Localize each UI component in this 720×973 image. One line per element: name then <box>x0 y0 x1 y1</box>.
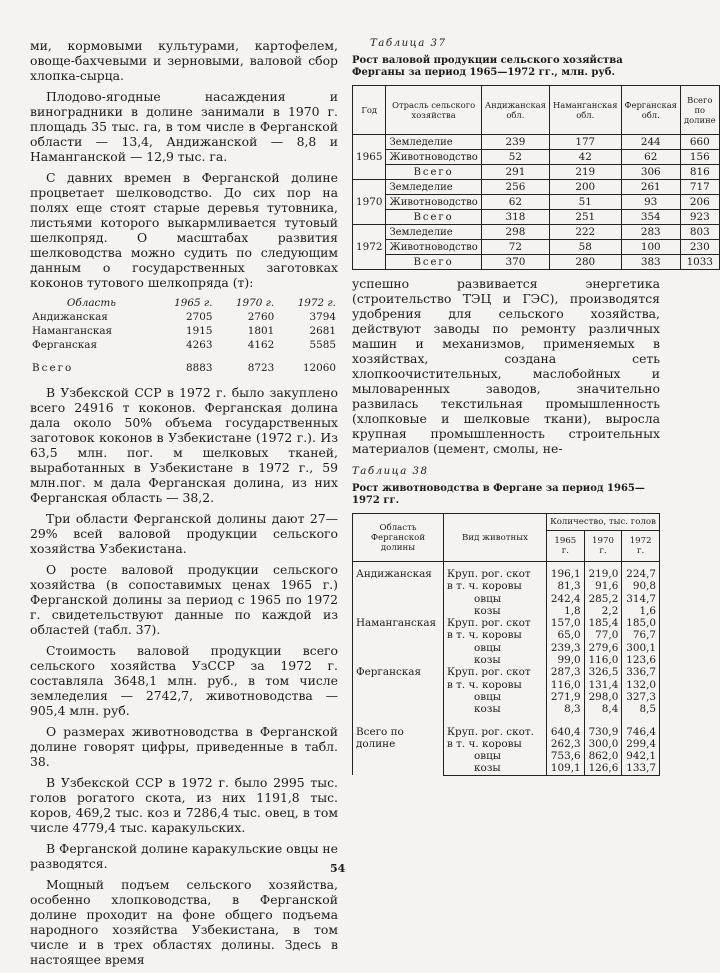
table-cell: 219,0 <box>584 562 622 581</box>
table-header: Наманганская обл. <box>549 86 621 135</box>
table-row <box>353 180 720 195</box>
paragraph: С давних времен в Ферганской долине процветает шелководство. До сих пор на полях еще стоят старые деревья тутовника, листьями которого выкармливается тутовый шелкопряд. О масштабах развития шелководства можно судить по следующим данным о государственных заготовках коконов тутового шелкопряда (т): <box>30 170 338 290</box>
paragraph: В Узбекской ССР в 1972 г. было 2995 тыс. голов рогатого скота, из них 1191,8 тыс. коров, 469,2 тыс. коз и 7286,4 тыс. овец, в том числе 4779,4 тыс. каракульских. <box>30 775 338 835</box>
table-cell: 279,6 <box>584 642 622 654</box>
table-cell: 100 <box>621 240 680 255</box>
paragraph: О размерах животноводства в Ферганской долине говорят цифры, приведенные в табл. 38. <box>30 724 338 769</box>
table-cell: в т. ч. коровы <box>444 580 547 592</box>
table-cell: 354 <box>621 210 680 225</box>
table-cell: 923 <box>680 210 719 225</box>
table-cell: 1801 <box>247 325 275 337</box>
table-cell: 99,0 <box>547 654 585 666</box>
table-cell: 116,0 <box>584 654 622 666</box>
table-cell: 327,3 <box>622 691 660 703</box>
table-cell: Земледелие <box>386 135 481 150</box>
table-cell: 262,3 <box>547 738 585 750</box>
table-cell: 660 <box>680 135 719 150</box>
table-header: Андижанская обл. <box>481 86 549 135</box>
table-cell: 91,6 <box>584 580 622 592</box>
table-caption: Таблица 37 <box>370 38 447 49</box>
table-cell: в т. ч. коровы <box>444 738 547 750</box>
table-cell: 76,7 <box>622 629 660 641</box>
table-cell: 300,0 <box>584 738 622 750</box>
table-cell: 90,8 <box>622 580 660 592</box>
paragraph: ми, кормовыми культурами, картофелем, овоще-бахчевыми и зерновыми, валовой сбор хлопка-сырца. <box>30 38 338 83</box>
table-cell: 730,9 <box>584 716 622 738</box>
table-cell: 1965 <box>353 135 386 180</box>
table-cell: 8,4 <box>584 703 622 715</box>
table-cell: овцы <box>444 593 547 605</box>
table-cell: 52 <box>481 150 549 165</box>
table-cell: Всего по долине <box>353 716 444 776</box>
left-column <box>30 38 338 973</box>
table-cell: 8,3 <box>547 703 585 715</box>
table-cell: Круп. рог. скот <box>444 617 547 629</box>
table-cell: 93 <box>621 195 680 210</box>
table-cell: 300,1 <box>622 642 660 654</box>
table-cell: козы <box>444 605 547 617</box>
table-header: 1970 г. <box>235 297 275 309</box>
table-cell: 239,3 <box>547 642 585 654</box>
table-cell: 1033 <box>680 255 719 270</box>
table-header: Количество, тыс. голов <box>547 514 660 531</box>
table-cell: 314,7 <box>622 593 660 605</box>
table-cell: Андижанская <box>353 562 444 618</box>
table-row <box>353 210 720 225</box>
table-cell: 287,3 <box>547 666 585 678</box>
table-cell: 942,1 <box>622 750 660 762</box>
table-header: Ферганская обл. <box>621 86 680 135</box>
table-cell: 640,4 <box>547 716 585 738</box>
table-cell: Круп. рог. скот <box>444 666 547 678</box>
table-cell: 753,6 <box>547 750 585 762</box>
table-cell: 816 <box>680 165 719 180</box>
table-cell: 42 <box>549 150 621 165</box>
table-cell: Животноводство <box>386 195 481 210</box>
table-header: 1972 г. <box>622 531 660 562</box>
table-row <box>353 195 720 210</box>
table-header: Область Ферганской долины <box>353 514 444 562</box>
table-cell: 132,0 <box>622 679 660 691</box>
table-cell: 1,8 <box>547 605 585 617</box>
table-row <box>353 165 720 180</box>
table-cell: 3794 <box>309 311 336 323</box>
table-row <box>353 255 720 270</box>
table-cell: 156 <box>680 150 719 165</box>
paragraph: В Ферганской долине каракульские овцы не разводятся. <box>30 841 338 871</box>
table-header: Год <box>353 86 386 135</box>
table-cell: 244 <box>621 135 680 150</box>
table-title: Рост животноводства в Фергане за период 1965—1972 гг. <box>352 483 645 506</box>
table-cell: 283 <box>621 225 680 240</box>
paragraph: успешно развивается энергетика (строительство ТЭЦ и ГЭС), производятся удобрения для сельского хозяйства, действуют заводы по ремонту различных машин и механизмов, применяемых в хозяйствах, создана сеть хлопкоочистительных, маслобойных и мыловаренных заводов, значительно развилась текстильная промышленность (хлопковые и шелковые ткани), выросла крупная промышленность строительных материалов (цемент, смолы, не- <box>352 276 660 456</box>
table-row <box>30 338 338 352</box>
table-cell: 4162 <box>247 339 275 351</box>
table-cell: Наманганская <box>32 325 113 337</box>
table-cell: 8,5 <box>622 703 660 715</box>
table-cell: 5585 <box>309 339 336 351</box>
table-cell: 177 <box>549 135 621 150</box>
table-header: Отрасль сельского хозяйства <box>386 86 481 135</box>
table-cell: 196,1 <box>547 562 585 581</box>
table-cell: 58 <box>549 240 621 255</box>
table-row <box>30 352 338 375</box>
table-header: Вид животных <box>444 514 547 562</box>
table-cell: 51 <box>549 195 621 210</box>
table-row <box>353 562 660 581</box>
table-cell: 746,4 <box>622 716 660 738</box>
paragraph: В Узбекской ССР в 1972 г. было закуплено всего 24916 т коконов. Ферганская долина дала около 50% объема государственных заготовок коконов в Узбекистане (1972 г.). Из 63,5 млн. пог. м шелковых тканей, выработанных в Узбекистане в 1972 г., 59 млн.пог. м дала Ферганская долина, из них Ферганская область — 38,2. <box>30 385 338 505</box>
table-cell: козы <box>444 762 547 775</box>
table-cell: 242,4 <box>547 593 585 605</box>
table-cell: 370 <box>481 255 549 270</box>
right-column <box>352 38 716 776</box>
table-row <box>353 135 720 150</box>
table-cell: Животноводство <box>386 150 481 165</box>
table-cell: Всего <box>386 210 481 225</box>
table-cell: 185,0 <box>622 617 660 629</box>
table-cell: 261 <box>621 180 680 195</box>
table-cell: 62 <box>481 195 549 210</box>
table-cell: 239 <box>481 135 549 150</box>
table-cell: Земледелие <box>386 225 481 240</box>
table-cell: 271,9 <box>547 691 585 703</box>
table-header: 1965 г. <box>547 531 585 562</box>
table-cell: 383 <box>621 255 680 270</box>
table-cell: 862,0 <box>584 750 622 762</box>
table-caption: Таблица 38 <box>352 466 429 477</box>
page-number: 54 <box>330 862 346 875</box>
table-header: 1970 г. <box>584 531 622 562</box>
table-cell: 123,6 <box>622 654 660 666</box>
table-row <box>30 310 338 324</box>
table-cell: 717 <box>680 180 719 195</box>
table-cell: 81,3 <box>547 580 585 592</box>
table-cell: 318 <box>481 210 549 225</box>
table-cell: 2705 <box>186 311 213 323</box>
table-cell: 77,0 <box>584 629 622 641</box>
table-cell: 306 <box>621 165 680 180</box>
table-cell: Всего <box>32 362 74 374</box>
table-cell: 8883 <box>186 362 213 374</box>
table-cell: Ферганская <box>32 339 98 351</box>
table-title: Рост валовой продукции сельского хозяйства Ферганы за период 1965—1972 гг., млн. руб. <box>352 55 623 78</box>
table-row <box>30 324 338 338</box>
table-cell: овцы <box>444 691 547 703</box>
table-cell: 224,7 <box>622 562 660 581</box>
table-cell: 2,2 <box>584 605 622 617</box>
paragraph: Три области Ферганской долины дают 27—29% всей валовой продукции сельского хозяйства Узбекистана. <box>30 511 338 556</box>
table-row <box>353 240 720 255</box>
table-row <box>353 666 660 678</box>
table-cell: 1970 <box>353 180 386 225</box>
table-cell: 326,5 <box>584 666 622 678</box>
table-cell: в т. ч. коровы <box>444 629 547 641</box>
table-cell: овцы <box>444 750 547 762</box>
table-header: 1972 г. <box>297 297 336 309</box>
table-row <box>353 225 720 240</box>
table-cell: 1972 <box>353 225 386 270</box>
table-cell: 4263 <box>186 339 213 351</box>
paragraph: Мощный подъем сельского хозяйства, особенно хлопководства, в Ферганской долине проходит на фоне общего подъема народного хозяйства Узбекистана, в том числе и в трех областях долины. Здесь в настоящее время <box>30 877 338 967</box>
table-cell: Ферганская <box>353 666 444 715</box>
table-cell: 157,0 <box>547 617 585 629</box>
table-cell: 285,2 <box>584 593 622 605</box>
table-cell: 1,6 <box>622 605 660 617</box>
cocoon-table <box>30 296 338 375</box>
table-cell: 206 <box>680 195 719 210</box>
table-cell: 298,0 <box>584 691 622 703</box>
table-cell: Наманганская <box>353 617 444 666</box>
table-cell: 126,6 <box>584 762 622 775</box>
table-cell: овцы <box>444 642 547 654</box>
table-row <box>353 617 660 629</box>
table-cell: 291 <box>481 165 549 180</box>
table-37 <box>352 85 720 270</box>
table-cell: 1915 <box>186 325 213 337</box>
table-cell: 251 <box>549 210 621 225</box>
table-cell: 116,0 <box>547 679 585 691</box>
table-cell: 336,7 <box>622 666 660 678</box>
table-cell: Андижанская <box>32 311 108 323</box>
table-cell: в т. ч. коровы <box>444 679 547 691</box>
table-cell: Круп. рог. скот <box>444 562 547 581</box>
table-cell: 280 <box>549 255 621 270</box>
table-cell: 200 <box>549 180 621 195</box>
table-cell: 109,1 <box>547 762 585 775</box>
table-header: 1965 г. <box>174 297 213 309</box>
table-cell: 131,4 <box>584 679 622 691</box>
table-cell: 2681 <box>309 325 336 337</box>
table-cell: Земледелие <box>386 180 481 195</box>
table-header: Область <box>66 297 116 309</box>
table-cell: 298 <box>481 225 549 240</box>
table-cell: 2760 <box>247 311 275 323</box>
table-cell: Круп. рог. скот. <box>444 716 547 738</box>
table-cell: 8723 <box>247 362 275 374</box>
table-cell: 256 <box>481 180 549 195</box>
table-cell: Всего <box>386 255 481 270</box>
paragraph: О росте валовой продукции сельского хозяйства (в сопоставимых ценах 1965 г.) Ферганской долины за период с 1965 по 1972 г. свидетельствуют данные по каждой из областей (табл. 37). <box>30 562 338 637</box>
table-cell: 222 <box>549 225 621 240</box>
table-cell: 133,7 <box>622 762 660 775</box>
table-cell: 299,4 <box>622 738 660 750</box>
table-row <box>353 716 660 738</box>
table-cell: 65,0 <box>547 629 585 641</box>
table-cell: Животноводство <box>386 240 481 255</box>
table-cell: козы <box>444 654 547 666</box>
table-38 <box>352 513 660 776</box>
paragraph: Стоимость валовой продукции всего сельского хозяйства УзССР за 1972 г. составляла 3648,1 млн. руб., в том числе земледелия — 2742,7, животноводства —905,4 млн. руб. <box>30 643 338 718</box>
table-cell: 12060 <box>302 362 336 374</box>
table-cell: 803 <box>680 225 719 240</box>
table-cell: Всего <box>386 165 481 180</box>
table-cell: 185,4 <box>584 617 622 629</box>
table-cell: 72 <box>481 240 549 255</box>
table-cell: козы <box>444 703 547 715</box>
table-header: Всего по долине <box>680 86 719 135</box>
table-cell: 219 <box>549 165 621 180</box>
table-cell: 62 <box>621 150 680 165</box>
paragraph: Плодово-ягодные насаждения и виноградники в долине занимали в 1970 г. площадь 35 тыс. га, в том числе в Ферганской области — 13,4, Андижанской — 8,8 и Наманганской — 12,9 тыс. га. <box>30 89 338 164</box>
table-row <box>353 150 720 165</box>
table-cell: 230 <box>680 240 719 255</box>
